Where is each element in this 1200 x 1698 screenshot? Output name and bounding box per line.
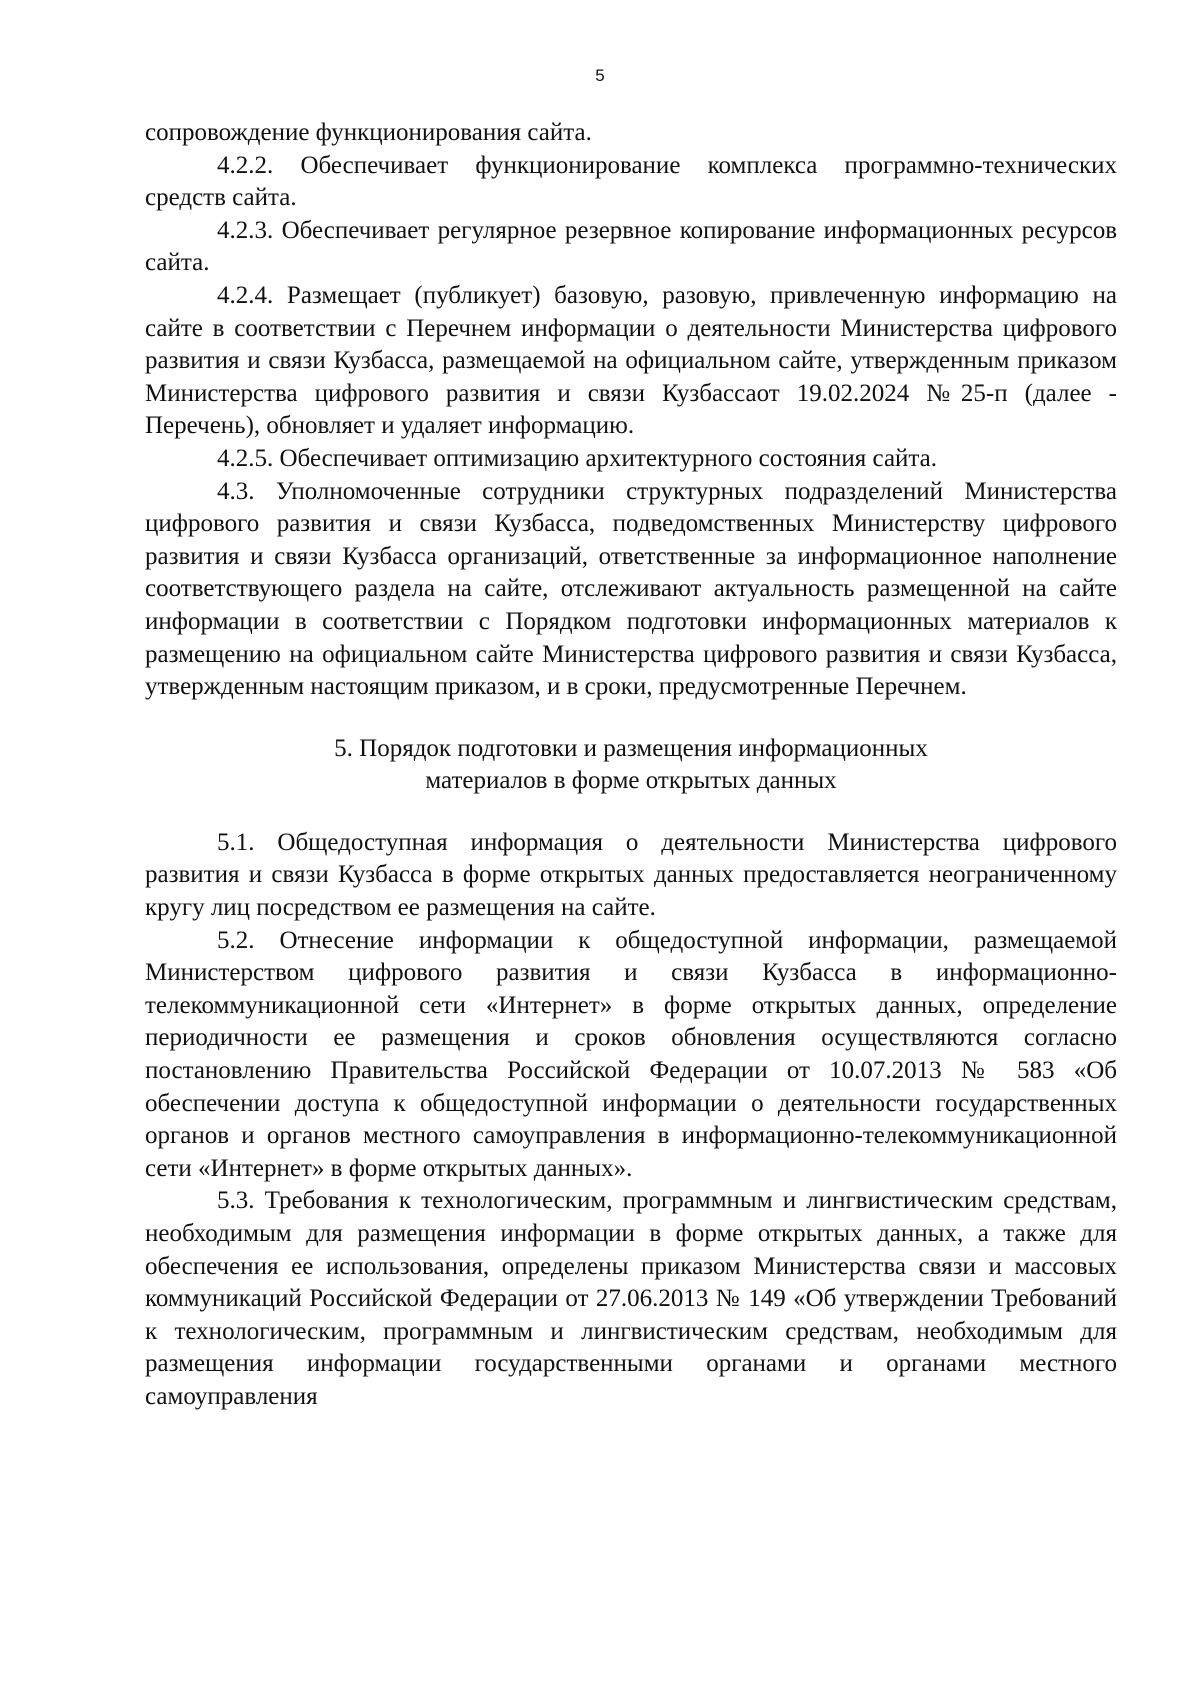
page-number: 5 — [595, 66, 605, 85]
paragraph-4-2-4: 4.2.4. Размещает (публикует) базовую, разовую, привлеченную информацию на сайте в соответствии с Перечнем информации о деятельности Министерства цифрового развития и связи Кузбасса, размещаемой на официальном сайте, утвержденным приказом Министерства цифрового развития и связи Кузбассаот 19.02.2024 №25-п (далее - Перечень), обновляет и удаляет информацию. — [145, 281, 1117, 440]
paragraph-5-3: 5.3. Требования к технологическим, программным и лингвистическим средствам, необходимым для размещения информации в форме открытых данных, а также для обеспечения ее использования, определены приказом Министерства связи и массовых коммуникаций Российской Федерации от 27.06.2013 № 149 «Об утверждении Требований к технологическим, программным и лингвистическим средствам, необходимым для размещения информации государственными органами и органами местного самоуправления — [145, 1187, 1117, 1410]
paragraph-continuation: сопровождение функционирования сайта. — [145, 119, 592, 146]
paragraph-4-3: 4.3. Уполномоченные сотрудники структурных подразделений Министерства цифрового развития и связи Кузбасса, подведомственных Министерству цифрового развития и связи Кузбасса организаций, ответственные за информационное наполнение соответствующего раздела на сайте, отслеживают актуальность размещенной на сайте информации в соответствии с Порядком подготовки информационных материалов к размещению на официальном сайте Министерства цифрового развития и связи Кузбасса, утвержденным настоящим приказом, и в сроки, предусмотренные Перечнем. — [145, 477, 1117, 701]
section-heading — [145, 733, 1117, 798]
paragraph-4-2-3: 4.2.3. Обеспечивает регулярное резервное копирование информационных ресурсов сайта. — [145, 216, 1117, 277]
paragraph-5-1: 5.1. Общедоступная информация о деятельности Министерства цифрового развития и связи Кузбасса в форме открытых данных предоставляется неограниченному кругу лиц посредством ее размещения на сайте. — [145, 828, 1117, 922]
paragraph-4-2-5: 4.2.5. Обеспечивает оптимизацию архитектурного состояния сайта. — [217, 444, 938, 472]
document-body — [145, 117, 1117, 1414]
section-heading-line-2: материалов в форме открытых данных — [425, 767, 837, 795]
paragraph-4-2-2: 4.2.2. Обеспечивает функционирование комплекса программно-технических средств сайта. — [145, 151, 1117, 212]
paragraph-5-2: 5.2. Отнесение информации к общедоступной информации, размещаемой Министерством цифрового развития и связи Кузбасса в информационно-телекоммуникационной сети «Интернет» в форме открытых данных, определение периодичности ее размещения и сроков обновления осуществляются согласно постановлению Правительства Российской Федерации от 10.07.2013 № 583 «Об обеспечении доступа к общедоступной информации о деятельности государственных органов и органов местного самоуправления в информационно-телекоммуникационной сети «Интернет» в форме открытых данных». — [145, 926, 1117, 1182]
section-heading-line-1: 5. Порядок подготовки и размещения информационных — [334, 734, 928, 762]
